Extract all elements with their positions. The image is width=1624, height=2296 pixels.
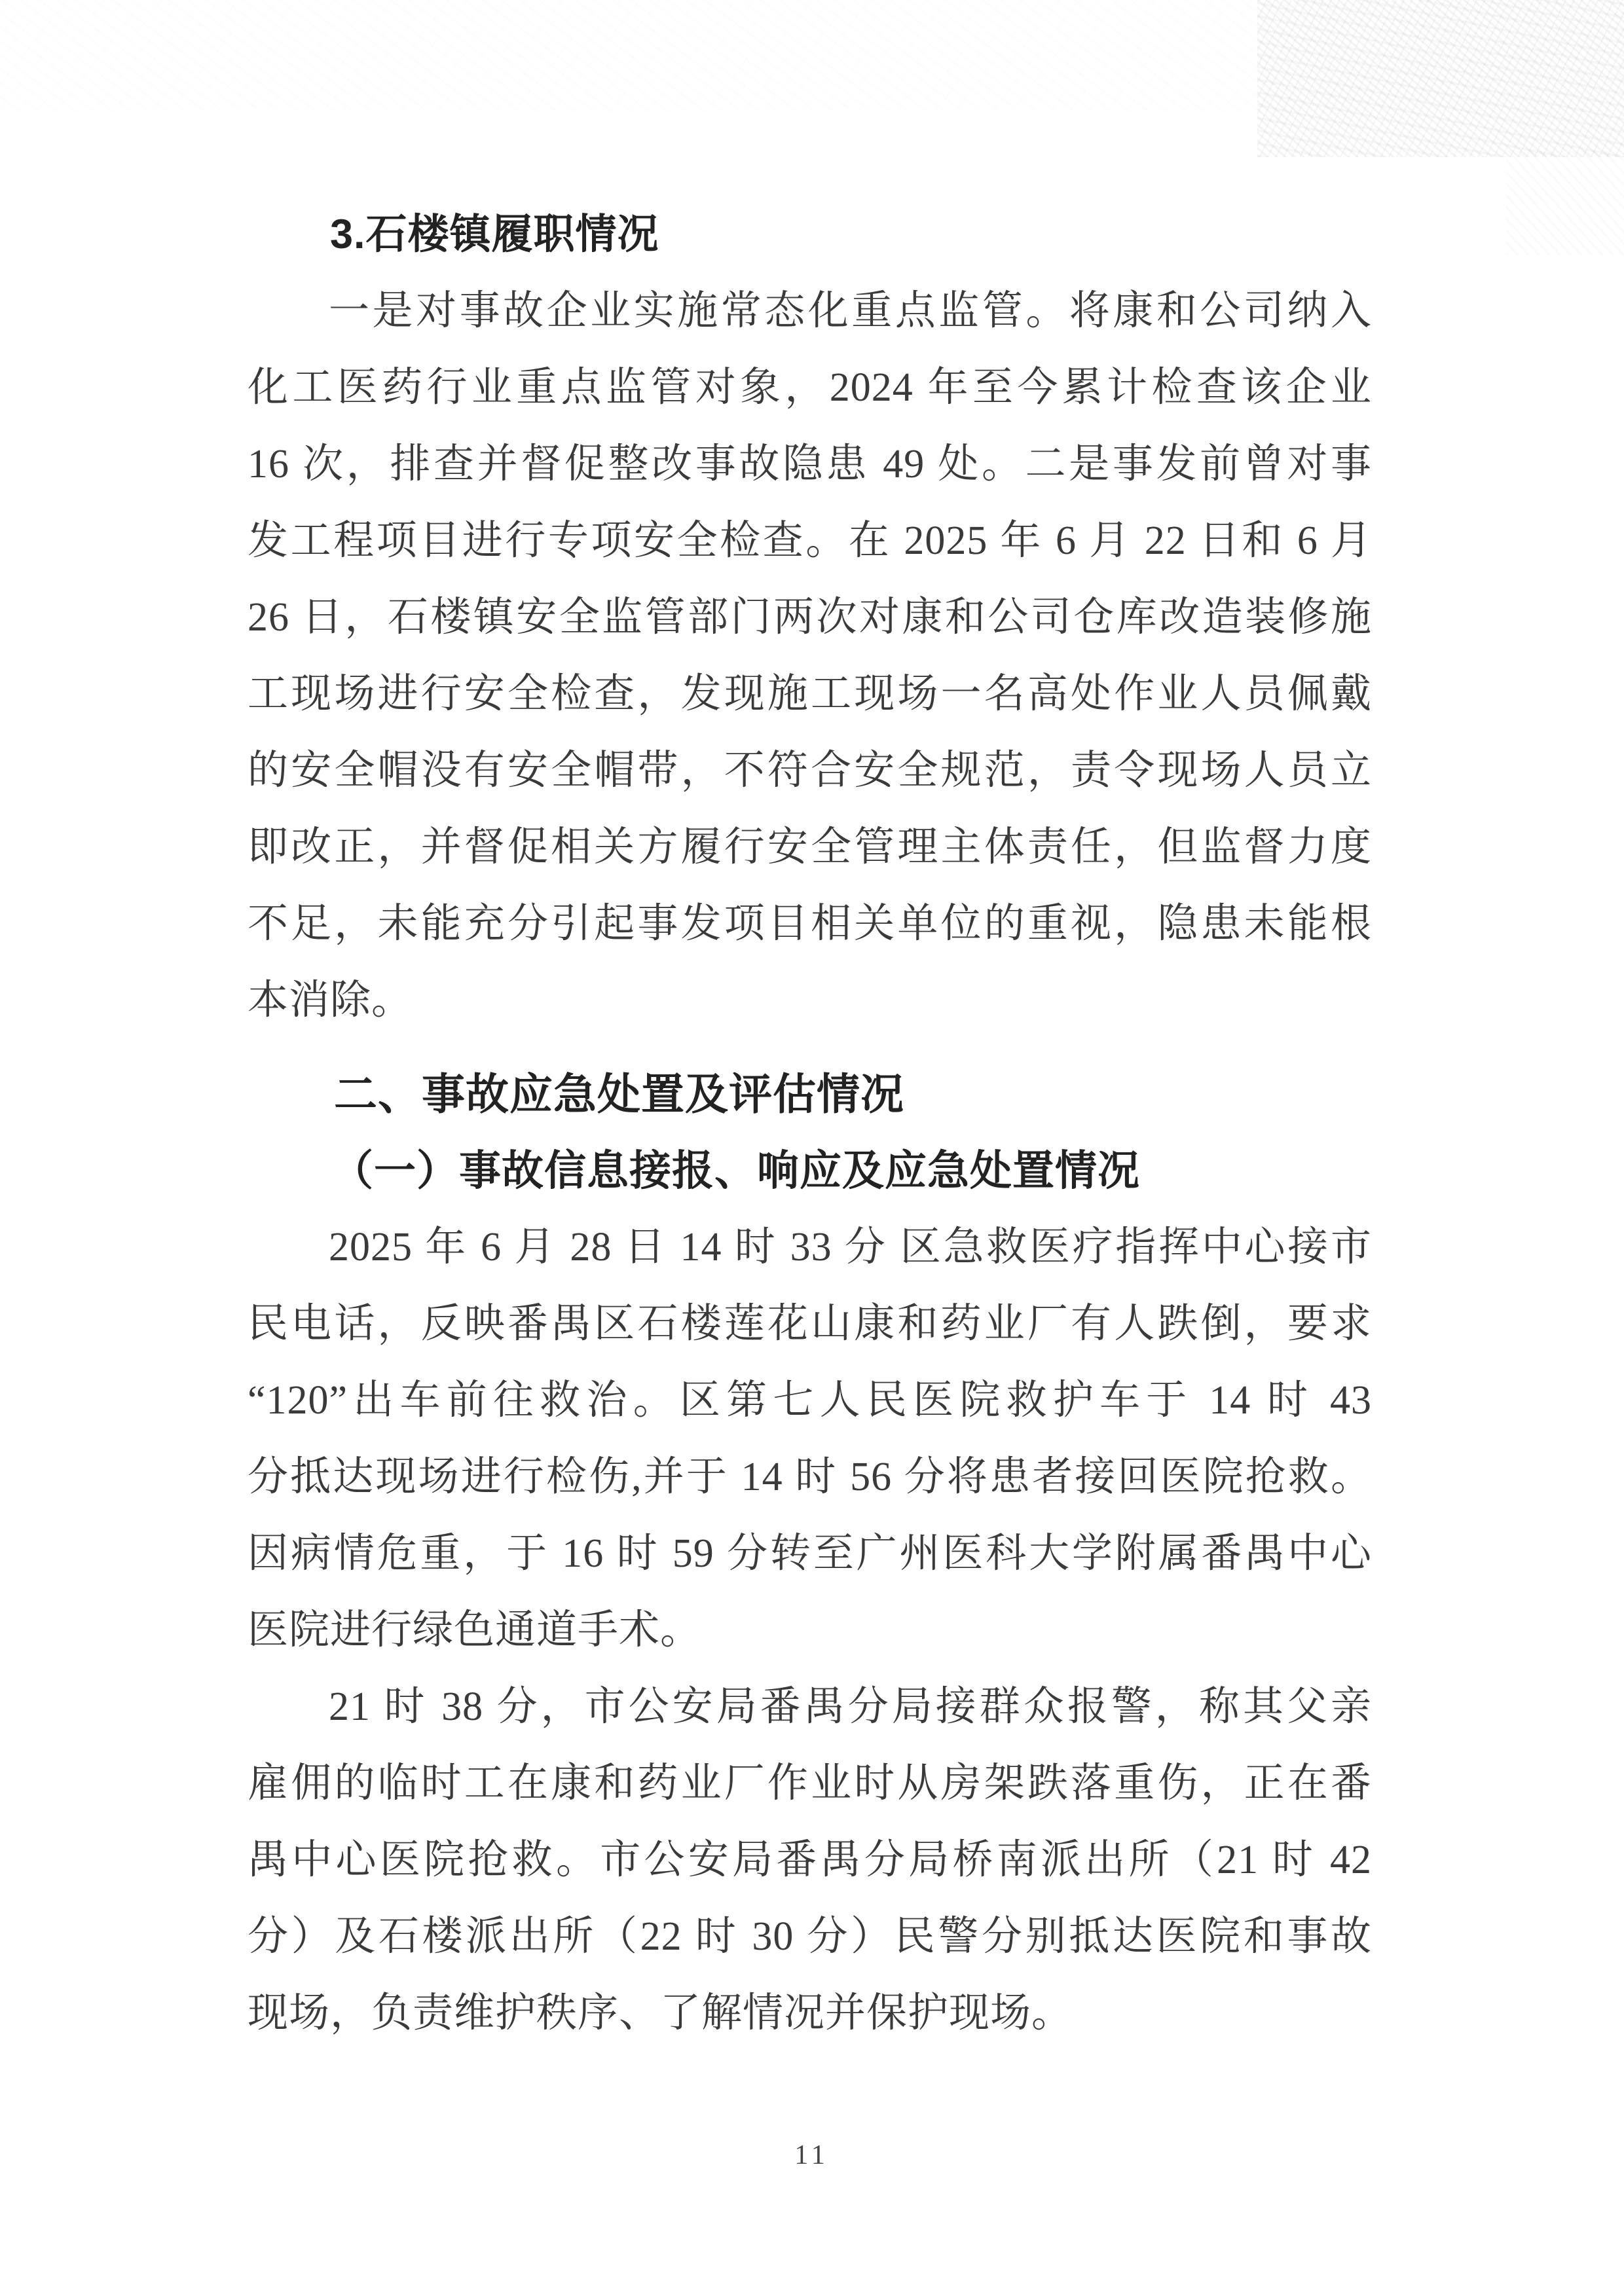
text-line: 发工程项目进行专项安全检查。在 2025 年 6 月 22 日和 6 月 [248, 519, 1372, 563]
text-line: 不足，未能充分引起事发项目相关单位的重视，隐患未能根 [248, 902, 1372, 946]
text-line: 2025 年 6 月 28 日 14 时 33 分 区急救医疗指挥中心接市 [329, 1225, 1372, 1269]
document-body [248, 196, 1372, 2052]
heading-level-3: 3.石楼镇履职情况 [330, 211, 659, 257]
paragraph [248, 273, 1372, 1039]
text-line: 雇佣的临时工在康和药业厂作业时从房架跌落重伤，正在番 [248, 1761, 1372, 1806]
text-line: 医院进行绿色通道手术。 [248, 1608, 702, 1652]
text-line: 民电话，反映番禺区石楼莲花山康和药业厂有人跌倒，要求 [248, 1302, 1372, 1346]
paragraph [248, 1669, 1372, 2052]
text-line: 禺中心医院抢救。市公安局番禺分局桥南派出所（21 时 42 [248, 1838, 1372, 1882]
text-line: 工现场进行安全检查，发现施工现场一名高处作业人员佩戴 [248, 672, 1372, 716]
text-line: 16 次，排查并督促整改事故隐患 49 处。二是事发前曾对事 [248, 442, 1372, 486]
heading-level-2: （一）事故信息接报、响应及应急处置情况 [331, 1147, 1140, 1194]
text-line: 即改正，并督促相关方履行安全管理主体责任，但监督力度 [248, 825, 1372, 869]
text-line: 的安全帽没有安全帽带，不符合安全规范，责令现场人员立 [248, 748, 1372, 793]
text-line: 现场，负责维护秩序、了解情况并保护现场。 [248, 1991, 1073, 2035]
paragraph [248, 1209, 1372, 1669]
scan-noise-right-edge [1506, 151, 1624, 255]
text-line: 分）及石楼派出所（22 时 30 分）民警分别抵达医院和事故 [248, 1914, 1372, 1959]
heading-level-1: 二、事故应急处置及评估情况 [334, 1070, 904, 1118]
text-line: 一是对事故企业实施常态化重点监管。将康和公司纳入 [329, 289, 1372, 333]
text-line: 本消除。 [248, 978, 413, 1023]
text-line: 化工医药行业重点监管对象，2024 年至今累计检查该企业 [248, 365, 1372, 410]
text-line: 因病情危重，于 16 时 59 分转至广州医科大学附属番禺中心 [248, 1531, 1372, 1576]
scan-noise-top-right [1257, 0, 1624, 157]
text-line: 21 时 38 分，市公安局番禺分局接群众报警，称其父亲 [329, 1685, 1372, 1729]
page-number: 11 [794, 2140, 829, 2170]
text-line: 分抵达现场进行检伤,并于 14 时 56 分将患者接回医院抢救。 [248, 1455, 1372, 1499]
text-line: “120”出车前往救治。区第七人民医院救护车于 14 时 43 [248, 1378, 1372, 1423]
text-line: 26 日，石楼镇安全监管部门两次对康和公司仓库改造装修施 [248, 595, 1372, 640]
